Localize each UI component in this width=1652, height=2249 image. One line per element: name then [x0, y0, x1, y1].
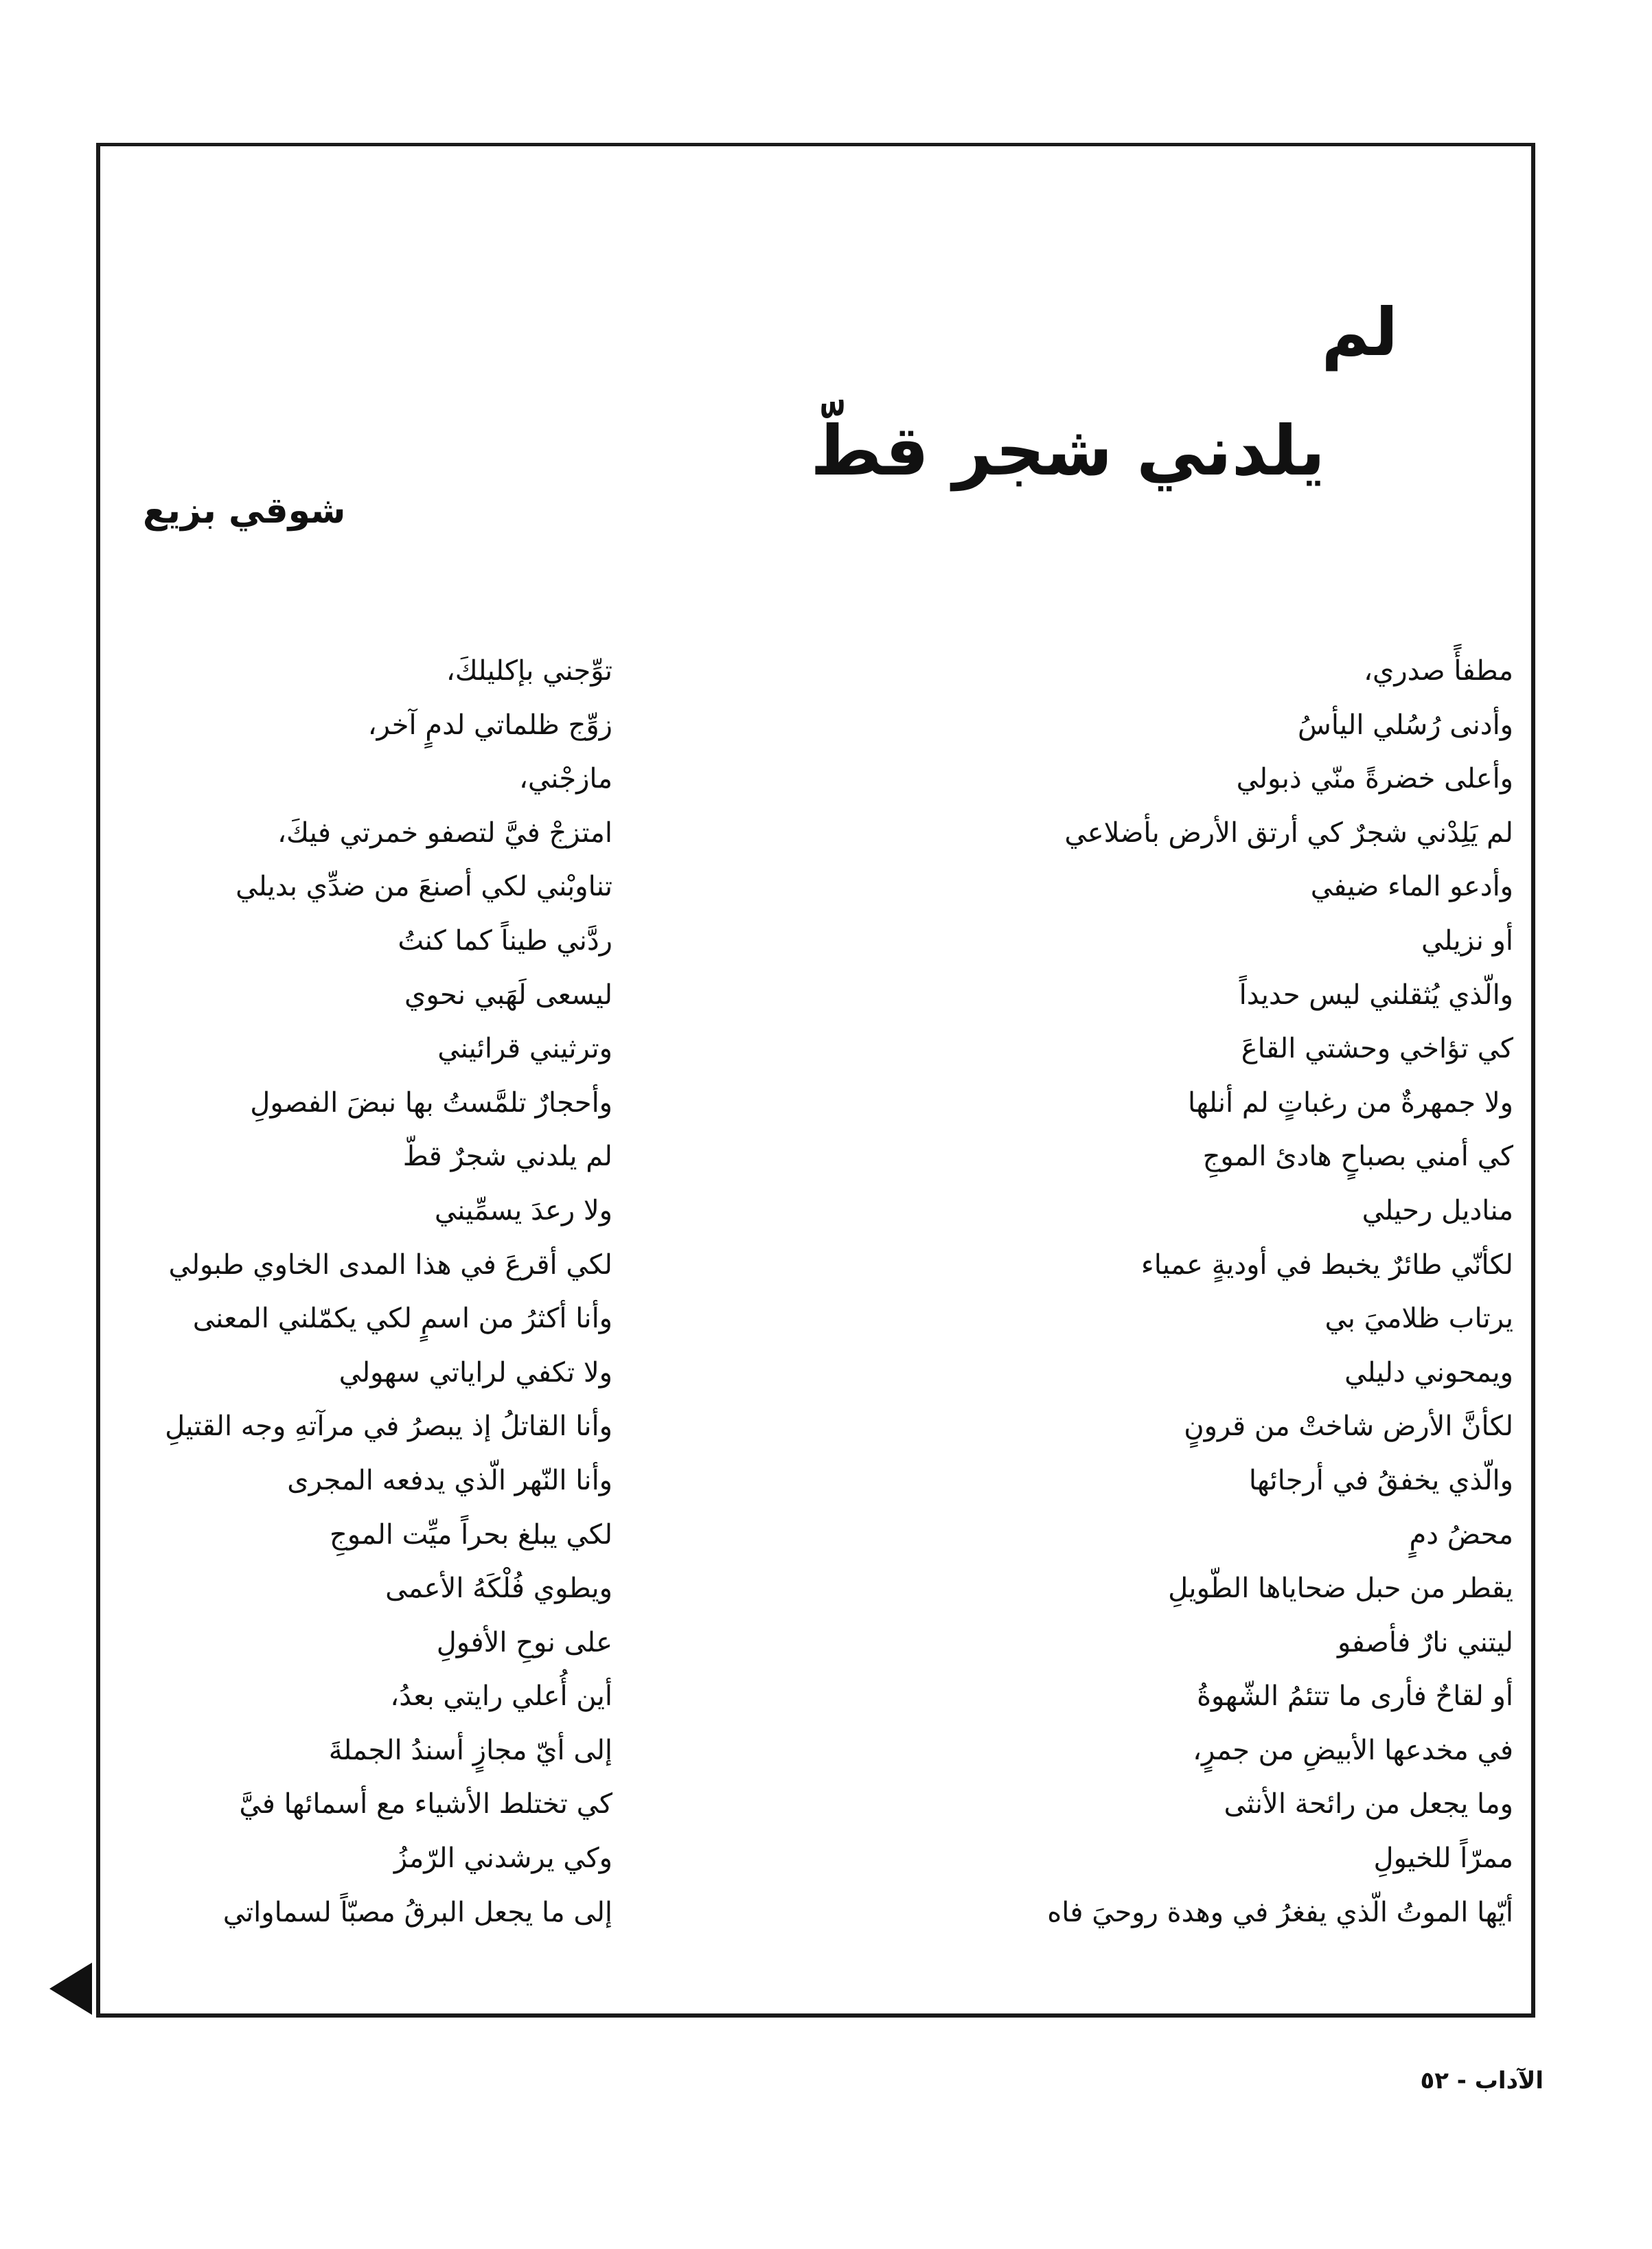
poem-title-line-2: يلدني شجر قطّ — [810, 411, 1325, 491]
verse-line: لكأنَّ الأرض شاختْ من قرونٍ — [1184, 1411, 1513, 1443]
verse-line: إلى أيّ مجازٍ أسندُ الجملةَ — [328, 1734, 612, 1766]
verse-line: وأعلى خضرةً منّي ذبولي — [1236, 763, 1513, 795]
verse-line: كي أمني بصباحٍ هادئ الموجِ — [1202, 1141, 1513, 1173]
verse-line: لم يَلِدْني شجرٌ كي أرتق الأرض بأضلاعي — [1064, 817, 1513, 849]
verse-line: وأحجارٌ تلمَّستُ بها نبضَ الفصولِ — [250, 1086, 612, 1119]
verse-line: على نوحِ الأفولِ — [436, 1626, 612, 1658]
verse-line: ليتني نارٌ فأصفو — [1338, 1626, 1513, 1658]
poem-title-line-1: لم — [1321, 294, 1398, 372]
poem-right-column — [978, 644, 1513, 1939]
verse-line: وترثيني قرائيني — [437, 1033, 612, 1065]
verse-line: مطفأً صدري، — [1364, 655, 1513, 687]
verse-line: امتزجْ فيَّ لتصفو خمرتي فيكَ، — [277, 817, 612, 849]
verse-line: ويطوي فُلْكَهُ الأعمى — [385, 1573, 612, 1605]
verse-line: لكأنّي طائرٌ يخبط في أوديةٍ عمياء — [1140, 1248, 1513, 1281]
verse-line: لكي أقرعَ في هذا المدى الخاوي طبولي — [168, 1248, 612, 1281]
verse-line: والّذي يخفقُ في أرجائها — [1248, 1464, 1513, 1496]
verse-line: ممرّاً للخيولِ — [1373, 1842, 1513, 1875]
verse-line: وأنا النّهر الّذي يدفعه المجرى — [287, 1464, 612, 1496]
verse-line: لم يلدني شجرٌ قطّ — [402, 1141, 612, 1173]
verse-line: مناديل رحيلي — [1362, 1194, 1513, 1226]
verse-line: أو نزيلي — [1421, 924, 1513, 957]
verse-line: وأنا القاتلُ إذ يبصرُ في مرآتهِ وجه القتيلِ — [165, 1411, 612, 1443]
verse-line: محضُ دمٍ — [1409, 1518, 1513, 1551]
verse-line: ويمحوني دليلي — [1344, 1356, 1513, 1389]
verse-line: ولا رعدَ يسمِّيني — [434, 1194, 612, 1226]
author-name: شوقي بزيع — [143, 490, 346, 532]
verse-line: كي تختلط الأشياء مع أسمائها فيَّ — [239, 1788, 612, 1820]
verse-line: كي تؤاخي وحشتي القاعَ — [1241, 1033, 1513, 1065]
verse-line: ليسعى لَهَبي نحوي — [404, 979, 612, 1011]
verse-line: ردَّني طيناً كما كنتُ — [398, 924, 612, 957]
verse-line: تناوبْني لكي أصنعَ من ضدِّي بديلي — [236, 871, 612, 903]
verse-line: في مخدعها الأبيضِ من جمرٍ، — [1193, 1734, 1513, 1766]
page-footer: الآداب - ٥٢ — [1420, 2067, 1544, 2094]
verse-line: زوِّج ظلماتي لدمٍ آخر، — [367, 709, 612, 741]
verse-line: أين أُعلي رايتي بعدُ، — [390, 1680, 612, 1713]
verse-line: والّذي يُثقلني ليس حديداً — [1239, 979, 1513, 1011]
verse-line: وما يجعل من رائحة الأنثى — [1224, 1788, 1513, 1820]
verse-line: يرتاب ظلاميَ بي — [1324, 1303, 1513, 1335]
verse-line: وأدعو الماء ضيفي — [1310, 871, 1513, 903]
verse-line: أيّها الموتُ الّذي يفغرُ في وهدة روحيَ فاه — [1047, 1896, 1513, 1928]
verse-line: لكي يبلغ بحراً ميِّت الموجِ — [329, 1518, 612, 1551]
verse-line: وكي يرشدني الرّمزُ — [393, 1842, 612, 1875]
verse-line: وأنا أكثرُ من اسمٍ لكي يكمّلني المعنى — [192, 1303, 612, 1335]
verse-line: ولا جمهرةٌ من رغباتٍ لم أنلها — [1188, 1086, 1513, 1119]
poem-left-column — [91, 644, 612, 1939]
verse-line: وأدنى رُسُلي اليأسُ — [1298, 709, 1513, 741]
verse-line: مازجْني، — [519, 763, 612, 795]
verse-line: إلى ما يجعل البرقُ مصبّاً لسماواتي — [222, 1896, 612, 1928]
verse-line: ولا تكفي لراياتي سهولي — [339, 1356, 612, 1389]
verse-line: توِّجني بإكليلكَ، — [446, 655, 612, 687]
continue-arrow-icon — [49, 1963, 92, 2015]
verse-line: أو لقاحٌ فأرى ما تتئمُ الشّهوةُ — [1197, 1680, 1513, 1713]
verse-line: يقطر من حبل ضحاياها الطّويلِ — [1168, 1573, 1513, 1605]
